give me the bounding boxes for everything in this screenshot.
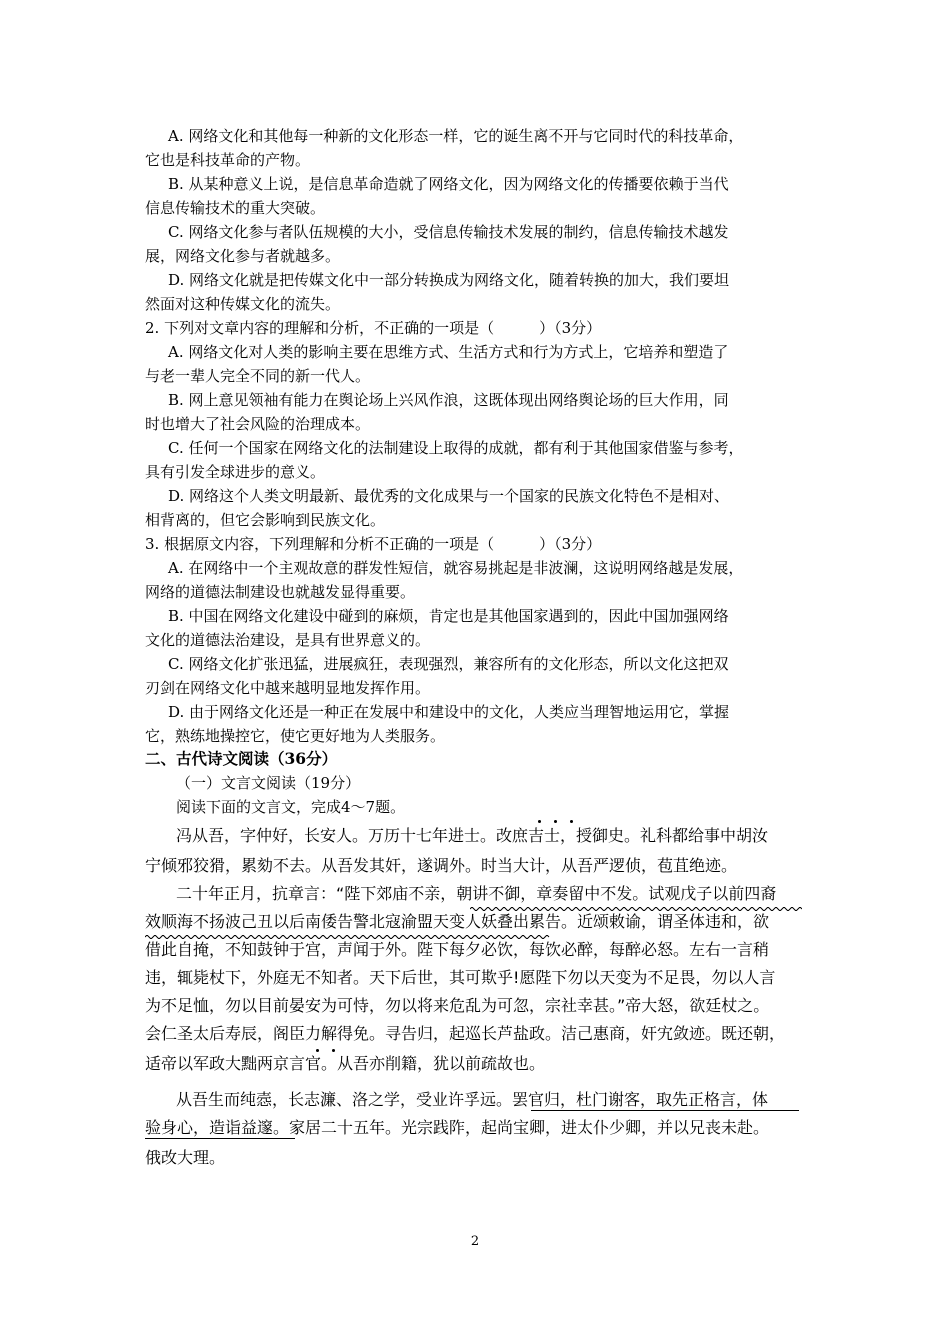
passage-p1-line1: 冯从吾，字仲好，长安人。万历十七年进士。改庶吉士，授御史。礼科都给事中胡汝 — [176, 826, 769, 845]
emphasis-dot — [316, 1049, 319, 1052]
passage-p1-line2: 宁倾邪狡猾，累劾不去。从吾发其奸，遂调外。时当大计，从吾严逻侦，苞苴绝迹。 — [145, 856, 738, 875]
passage-p2-line4: 违，辄毙杖下，外庭无不知者。天下后世，其可欺乎!愿陛下勿以天变为不足畏，勿以人言 — [145, 968, 776, 987]
passage-p2-line6: 会仁圣太后寿辰，阁臣力解得免。寻告归，起巡长芦盐政。洁己惠商，奸宄敛迹。既还朝， — [145, 1024, 786, 1043]
option-3c-line2: 刃剑在网络文化中越来越明显地发挥作用。 — [145, 679, 431, 697]
option-3c-line1: C. 网络文化扩张迅猛，进展疯狂，表现强烈，兼容所有的文化形态，所以文化这把双 — [168, 655, 729, 673]
option-1a-line2: 它也是科技革命的产物。 — [145, 151, 311, 169]
option-2b-line2: 时也增大了社会风险的治理成本。 — [145, 415, 371, 433]
passage-p2-line5: 为不足恤，勿以目前晏安为可恃，勿以将来危乱为可忽，宗社幸甚。”帝大怒，欲廷杖之。 — [145, 996, 770, 1015]
emphasis-dot — [570, 820, 573, 823]
passage-p2-line7: 适帝以军政大黜两京言官。从吾亦削籍，犹以前疏故也。 — [145, 1054, 546, 1073]
passage-p3-line1: 从吾生而纯悫，长志濂、洛之学，受业许孚远。罢官归，杜门谢客，取先正格言，体 — [176, 1090, 769, 1109]
question-3: 3. 根据原文内容，下列理解和分析不正确的一项是（ ）（3分） — [145, 535, 602, 553]
option-2a-line1: A. 网络文化对人类的影响主要在思维方式、生活方式和行为方式上，它培养和塑造了 — [168, 343, 729, 361]
passage-p2-line3: 借此自掩，不知鼓钟于宫，声闻于外。陛下每夕必饮，每饮必醉，每醉必怒。左右一言稍 — [145, 940, 770, 959]
option-2d-line2: 相背离的，但它会影响到民族文化。 — [145, 511, 386, 529]
option-1b-line2: 信息传输技术的重大突破。 — [145, 199, 326, 217]
section-heading: 二、古代诗文阅读（36分） — [145, 749, 338, 768]
underline — [145, 1138, 295, 1139]
underline — [531, 1110, 799, 1111]
option-3a-line2: 网络的道德法制建设也就越发显得重要。 — [145, 583, 416, 601]
option-1b-line1: B. 从某种意义上说，是信息革命造就了网络文化，因为网络文化的传播要依赖于当代 — [168, 175, 729, 193]
option-3a-line1: A. 在网络中一个主观故意的群发性短信，就容易挑起是非波澜，这说明网络越是发展， — [168, 559, 744, 577]
page-number: 2 — [470, 1234, 480, 1249]
option-1d-line2: 然面对这种传媒文化的流失。 — [145, 295, 341, 313]
option-3d-line2: 它，熟练地操控它，使它更好地为人类服务。 — [145, 727, 446, 745]
option-3d-line1: D. 由于网络文化还是一种正在发展中和建设中的文化，人类应当理智地运用它，掌握 — [168, 703, 730, 721]
option-1c-line1: C. 网络文化参与者队伍规模的大小，受信息传输技术发展的制约，信息传输技术越发 — [168, 223, 729, 241]
passage-p2-line1: 二十年正月，抗章言：“陛下郊庙不亲，朝讲不御，章奏留中不发。试观戊子以前四裔 — [176, 884, 777, 903]
option-2d-line1: D. 网络这个人类文明最新、最优秀的文化成果与一个国家的民族文化特色不是相对、 — [168, 487, 730, 505]
option-3b-line2: 文化的道德法治建设，是具有世界意义的。 — [145, 631, 431, 649]
option-2a-line2: 与老一辈人完全不同的新一代人。 — [145, 367, 371, 385]
emphasis-dot — [538, 820, 541, 823]
option-1d-line1: D. 网络文化就是把传媒文化中一部分转换成为网络文化，随着转换的加大，我们要坦 — [168, 271, 730, 289]
subsection-heading: （一）文言文阅读（19分） — [176, 774, 361, 792]
option-2c-line1: C. 任何一个国家在网络文化的法制建设上取得的成就，都有利于其他国家借鉴与参考， — [168, 439, 744, 457]
passage-p3-line3: 俄改大理。 — [145, 1148, 226, 1167]
emphasis-dot — [554, 820, 557, 823]
reading-instruction: 阅读下面的文言文，完成4～7题。 — [176, 798, 406, 816]
passage-p3-line2: 验身心，造诣益邃。家居二十五年。光宗践阼，起尚宝卿，进太仆少卿，并以兄丧未赴。 — [145, 1118, 770, 1137]
option-1a-line1: A. 网络文化和其他每一种新的文化形态一样，它的诞生离不开与它同时代的科技革命， — [168, 127, 744, 145]
emphasis-dot — [332, 1049, 335, 1052]
option-2c-line2: 具有引发全球进步的意义。 — [145, 463, 326, 481]
option-1c-line2: 展，网络文化参与者就越多。 — [145, 247, 341, 265]
option-2b-line1: B. 网上意见领袖有能力在舆论场上兴风作浪，这既体现出网络舆论场的巨大作用，同 — [168, 391, 729, 409]
question-2: 2. 下列对文章内容的理解和分析，不正确的一项是（ ）（3分） — [145, 319, 602, 337]
option-3b-line1: B. 中国在网络文化建设中碰到的麻烦，肯定也是其他国家遇到的，因此中国加强网络 — [168, 607, 729, 625]
passage-p2-line2: 效顺海不扬波己丑以后南倭告警北寇渝盟天变人妖叠出累告。近颂敕谕，谓圣体违和，欲 — [145, 912, 770, 931]
